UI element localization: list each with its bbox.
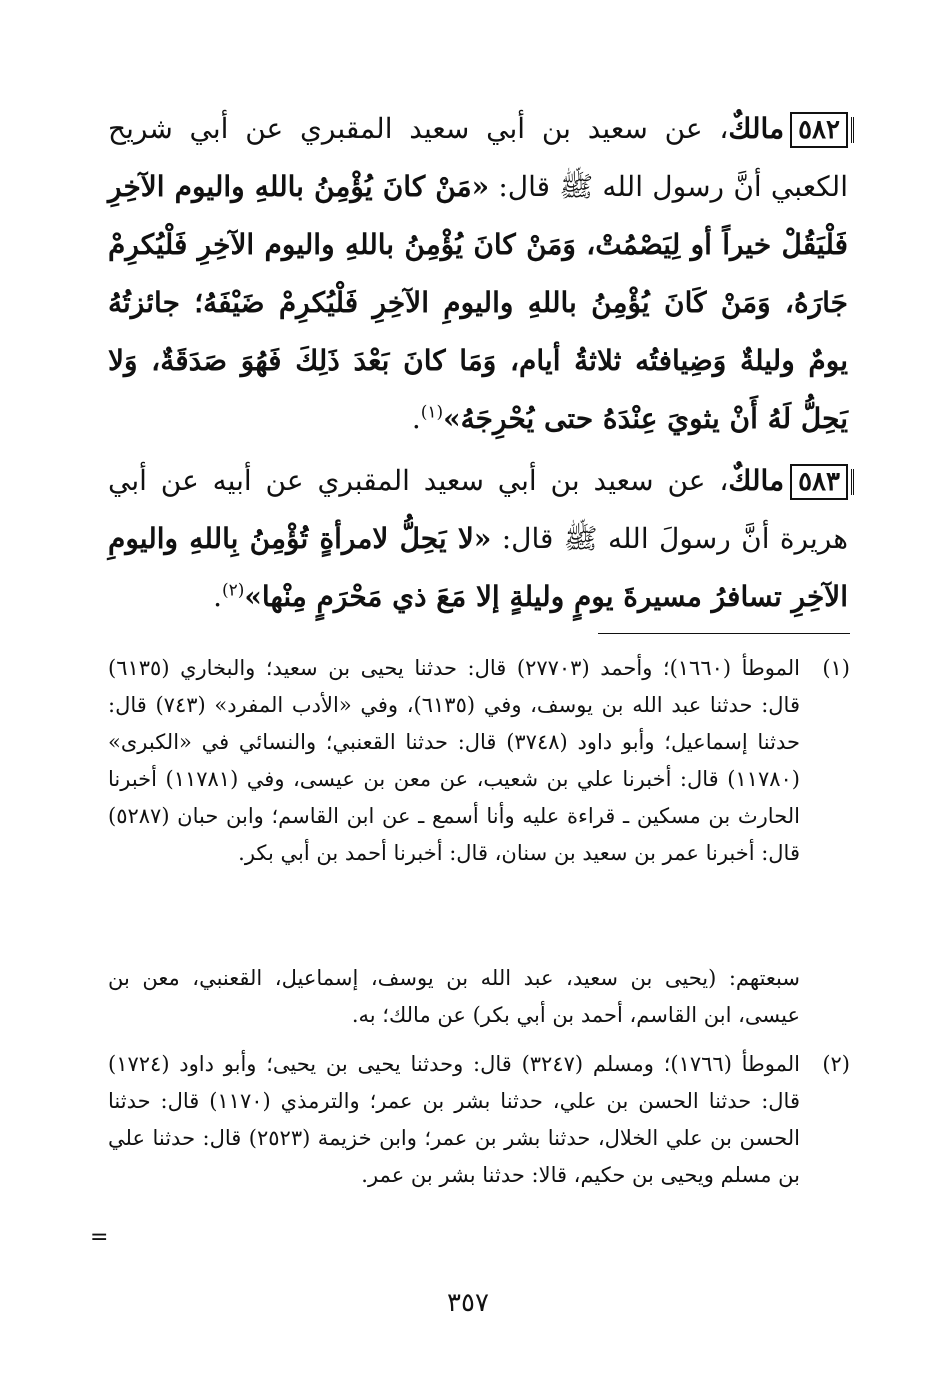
footnote-text: الموطأ (١٧٦٦)؛ ومسلم (٣٢٤٧) قال: وحدثنا يحيى بن يحيى؛ وأبو داود (١٧٢٤) قال: حدثنا الحسن بن علي، حدثنا بشر بن عمر؛ والترمذي (١١٧٠) قال: حدثنا الحسن بن علي الخلال، حدثنا بشر بن عمر؛ وابن خزيمة (٢٥٢٣) قال: حدثنا علي بن مسلم ويحيى بن حكيم، قالا: حدثنا بشر بن عمر. bbox=[108, 1052, 800, 1187]
hadith-narrator: مالكٌ bbox=[728, 464, 785, 497]
hadith-end: . bbox=[213, 580, 222, 613]
hadith-number-box: ٥٨٢ bbox=[790, 112, 848, 148]
footnote-separator bbox=[598, 633, 850, 634]
hadith-582 bbox=[108, 100, 848, 448]
hadith-matn: «مَنْ كانَ يُؤْمِنُ باللهِ واليوم الآخِرِ فَلْيَقُلْ خيراً أو لِيَصْمُتْ، وَمَنْ كانَ يُؤْمِنُ باللهِ واليوم الآخِرِ فَلْيُكرِمْ جَارَهُ، وَمَنْ كَانَ يُؤْمِنُ باللهِ واليومِ الآخِرِ فَلْيُكرِمْ ضَيْفَهُ؛ جائزتُهُ يومٌ وليلةٌ وَضِيافتُه ثلاثةُ أيام، وَمَا كانَ بَعْدَ ذَلِكَ فَهُوَ صَدَقَةٌ، وَلا يَحِلُّ لَهُ أَنْ يثويَ عِنْدَهُ حتى يُحْرِجَهُ» bbox=[108, 170, 848, 435]
footnote-2 bbox=[108, 1046, 850, 1194]
hadith-number-box: ٥٨٣ bbox=[790, 464, 848, 500]
continuation-mark: = bbox=[90, 1225, 109, 1250]
footnote-ref[interactable]: (٢) bbox=[222, 580, 245, 601]
hadith-matn: «لا يَحِلُّ لامرأةٍ تُؤْمِنُ بِاللهِ واليومِ الآخِرِ تسافرُ مسيرةَ يومٍ وليلةٍ إلا مَعَ ذي مَحْرَمٍ مِنْها» bbox=[108, 522, 848, 613]
footnote-1 bbox=[108, 650, 850, 872]
hadith-583 bbox=[108, 452, 848, 626]
hadith-narrator: مالكٌ bbox=[728, 112, 785, 145]
hadith-end: . bbox=[411, 402, 421, 435]
footnote-text: سبعتهم: (يحيى بن سعيد، عبد الله بن يوسف، إسماعيل، القعنبي، معن بن عيسى، ابن القاسم، أحمد بن أبي بكر) عن مالك؛ به. bbox=[108, 966, 800, 1027]
footnote-ref[interactable]: (١) bbox=[420, 402, 444, 423]
footnote-1-continuation bbox=[108, 960, 850, 1034]
footnote-number: (٢) bbox=[822, 1052, 850, 1076]
hadith-isnad: ، عن سعيد بن أبي سعيد المقبري عن أبيه عن أبي هريرة أنَّ رسولَ الله ﷺ قال: bbox=[108, 464, 848, 555]
hadith-isnad: ، عن سعيد بن أبي سعيد المقبري عن أبي شريح الكعبي أنَّ رسول الله ﷺ قال: bbox=[108, 112, 848, 203]
footnote-number: (١) bbox=[822, 656, 850, 680]
footnote-text: الموطأ (١٦٦٠)؛ وأحمد (٢٧٧٠٣) قال: حدثنا يحيى بن سعيد؛ والبخاري (٦١٣٥) قال: حدثنا عبد الله بن يوسف، وفي (٦١٣٥)، وفي «الأدب المفرد» (٧٤٣) قال: حدثنا إسماعيل؛ وأبو داود (٣٧٤٨) قال: حدثنا القعنبي؛ والنسائي في «الكبرى» (١١٧٨٠) قال: أخبرنا علي بن شعيب، عن معن بن عيسى، وفي (١١٧٨١) أخبرنا الحارث بن مسكين ـ قراءة عليه وأنا أسمع ـ عن ابن القاسم؛ وابن حبان (٥٢٨٧) قال: أخبرنا عمر بن سعيد بن سنان، قال: أخبرنا أحمد بن أبي بكر. bbox=[108, 656, 800, 865]
page-number: ٣٥٧ bbox=[447, 1288, 489, 1318]
